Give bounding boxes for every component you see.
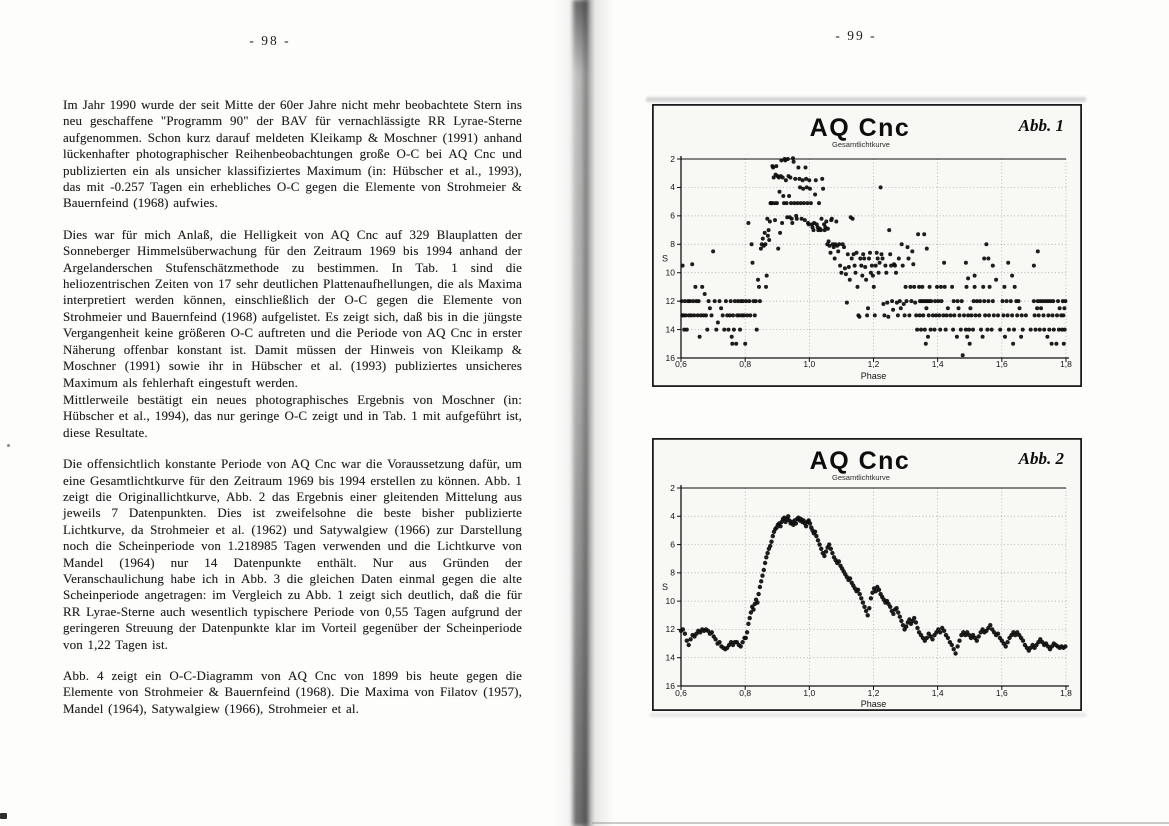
figure-abb-2 — [652, 438, 1082, 711]
paragraph: Mittlerweile bestätigt ein neues photographisches Ergebnis von Moschner (in: Hübscher et al., 1994), das nur geringe O-C zeigt und in Tab. 1 mit aufgeführt ist, diese Resultate. — [63, 391, 522, 440]
y-tick-label: 4 — [670, 511, 675, 522]
paragraph: Abb. 4 zeigt ein O-C-Diagramm von AQ Cnc von 1899 bis heute gegen die Elemente von Strohmeier & Bauernfeind (1968). Die Maxima von Filatov (1957), Mandel (1964), Satywalgiew (1966), Strohmeier et al. — [63, 668, 522, 716]
y-axis-label: S — [662, 582, 669, 592]
y-tick-label: 10 — [665, 267, 675, 278]
scan-smudge — [650, 713, 1086, 717]
y-tick-label: 8 — [670, 239, 675, 250]
y-tick-label: 14 — [665, 652, 675, 663]
y-tick-label: 12 — [665, 624, 675, 635]
y-tick-label: 14 — [665, 324, 675, 335]
body-text — [63, 97, 522, 732]
book-spine-core-shadow — [573, 0, 588, 826]
y-tick-label: 10 — [665, 595, 675, 606]
scan-speck — [7, 444, 10, 447]
y-tick-label: 16 — [665, 352, 675, 363]
x-tick-label: 0,8 — [739, 688, 752, 698]
light-curve-chart — [652, 438, 1082, 711]
page-number-left: - 98 - — [249, 33, 291, 48]
y-axis-label: S — [662, 253, 669, 264]
x-tick-label: 1,0 — [803, 688, 816, 698]
y-tick-label: 12 — [665, 295, 675, 306]
x-tick-label: 1,0 — [803, 359, 816, 369]
x-tick-label: 0,6 — [675, 688, 687, 698]
x-tick-label: 0,8 — [739, 359, 752, 369]
figure-label: Abb. 2 — [1018, 449, 1064, 468]
x-tick-label: 1,6 — [995, 688, 1008, 698]
page-number-right: - 99 - — [835, 28, 877, 43]
paragraph: Im Jahr 1990 wurde der seit Mitte der 60er Jahre nicht mehr beobachtete Stern ins neu geschaffene "Programm 90" der BAV für vernachlässigte RR Lyrae-Sterne aufgenommen. Schon kurz darauf meldeten Kleikamp & Moschner (1991) anhand lückenhafter photographischer Reihenbeobachtungen große O-C bei AQ Cnc und publizierten ein als unsicher klassifiziertes Maximum (in: Hübscher et al., 1993), das mit -0.257 Tagen ein erhebliches O-C gegen die Elemente von Strohmeier & Bauernfeind (1968) aufwies. — [63, 97, 522, 211]
x-tick-label: 1,2 — [867, 359, 880, 369]
light-curve-chart — [652, 104, 1082, 387]
y-tick-label: 2 — [670, 482, 675, 493]
y-tick-label: 2 — [670, 153, 675, 164]
chart-title: AQ Cnc — [809, 447, 911, 475]
scan-bottom-edge — [592, 822, 1169, 824]
paragraph: Dies war für mich Anlaß, die Helligkeit von AQ Cnc auf 329 Blauplatten der Sonneberger Himmelsüberwachung für den Zeitraum 1969 bis 1994 anhand der Argelanderschen Stufenschätzmethode zu bestimmen. In Tab. 1 sind die heliozentrischen Zeiten von 17 sehr deutlichen Plattenaufhellungen, die als Maxima interpretiert werden können, einschließlich der O-C gegen die Elemente von Strohmeier und Bauernfeind (1968) aufgelistet. Es zeigt sich, daß bis in die jüngste Vergangenheit keine größeren O-C auftreten und die Periode von AQ Cnc in erster Näherung offenbar konstant ist. Damit müssen der Hinweis von Kleikamp & Moschner (1991) sowie ihr in Hübscher et al. (1993) publiziertes unsicheres Maximum als fehlerhaft eingestuft werden. — [63, 226, 522, 390]
y-tick-label: 8 — [670, 567, 675, 578]
figure-label: Abb. 1 — [1018, 116, 1064, 135]
x-tick-label: 0,6 — [675, 359, 687, 369]
x-tick-label: 1,2 — [867, 688, 880, 698]
chart-title: AQ Cnc — [809, 114, 911, 142]
y-tick-label: 6 — [670, 539, 675, 550]
x-axis-label: Phase — [860, 699, 887, 709]
x-axis-label: Phase — [860, 371, 887, 381]
y-tick-label: 16 — [665, 680, 675, 691]
x-tick-label: 1,8 — [1060, 688, 1072, 698]
x-tick-label: 1,4 — [931, 359, 944, 369]
figure-abb-1 — [652, 104, 1082, 387]
x-tick-label: 1,8 — [1060, 359, 1072, 369]
scan-smudge — [646, 97, 1086, 102]
x-tick-label: 1,6 — [995, 359, 1008, 369]
scan-speck — [0, 813, 7, 819]
chart-subtitle: Gesamtlichtkurve — [832, 140, 890, 149]
chart-subtitle: Gesamtlichtkurve — [832, 473, 890, 482]
paragraph: Die offensichtlich konstante Periode von AQ Cnc war die Voraussetzung dafür, um eine Gesamtlichtkurve für den Zeitraum 1969 bis 1994 erstellen zu können. Abb. 1 zeigt die Originallichtkurve, Abb. 2 das Ergebnis einer gleitenden Mittelung aus jeweils 7 Datenpunkten. Dies ist zweifelsohne die beste bisher publizierte Lichtkurve, da Strohmeier et al. (1962) und Satywalgiew (1966) zur Darstellung noch die Scheinperiode von 1.218985 Tagen verwenden und die Lichtkurve von Mandel (1964) nur 14 Datenpunkte enthält. Nur aus Gründen der Veranschaulichung habe ich in Abb. 3 die gleichen Daten einmal gegen die alte Scheinperiode angetragen: im Vergleich zu Abb. 1 zeigt sich deutlich, daß die für RR Lyrae-Sterne auch wesentlich typischere Periode von 0,55 Tagen aufgrund der geringeren Streuung der Datenpunkte klar im Vorteil gegenüber der Scheinperiode von 1,22 Tagen ist. — [63, 456, 522, 652]
y-tick-label: 6 — [670, 210, 675, 221]
y-tick-label: 4 — [670, 182, 675, 193]
x-tick-label: 1,4 — [931, 688, 944, 698]
